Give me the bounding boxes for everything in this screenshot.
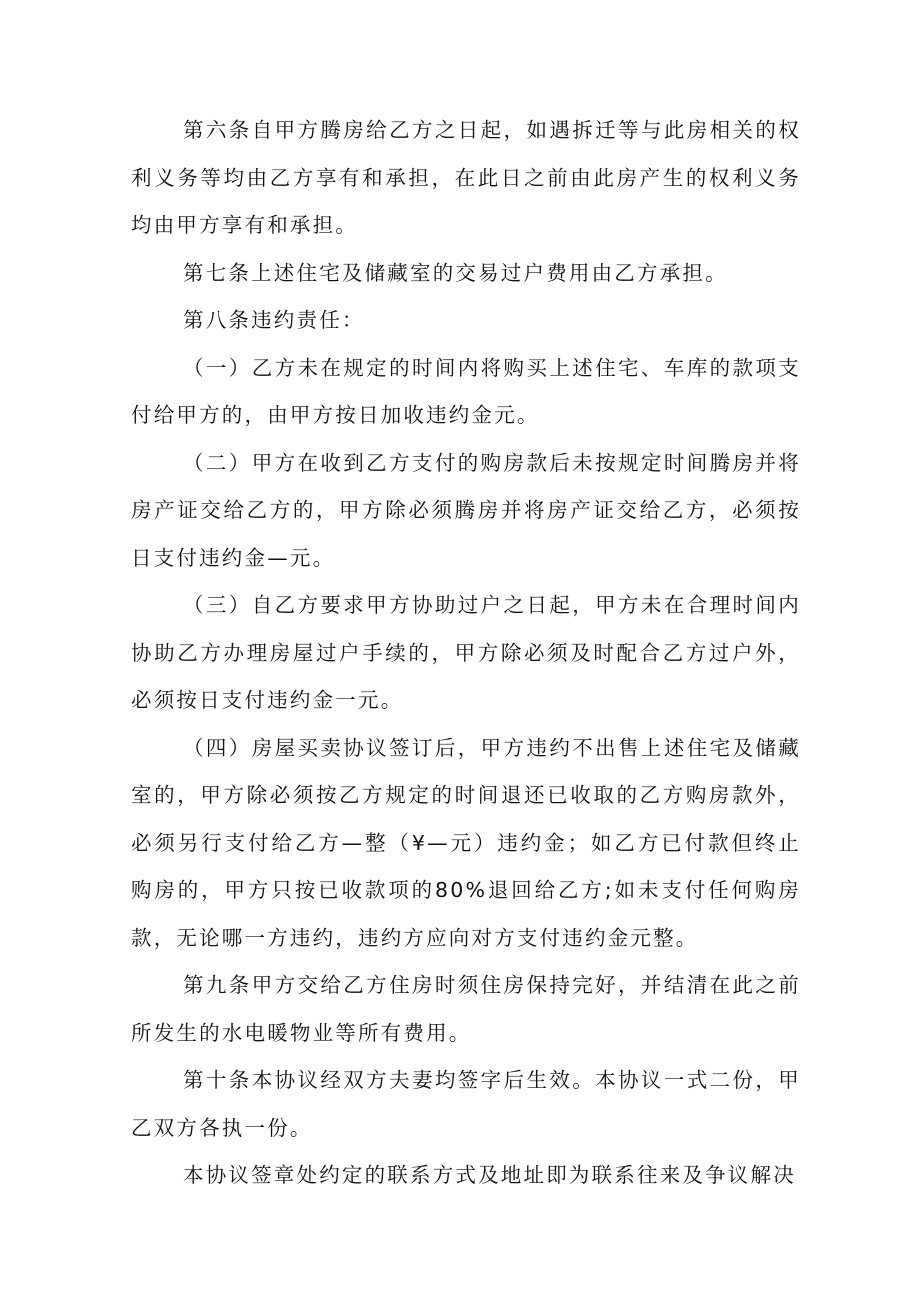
- clause-eight-item-2: （二）甲方在收到乙方支付的购房款后未按规定时间腾房并将房产证交给乙方的，甲方除必须腾房并将房产证交给乙方，必须按日支付违约金—元。: [131, 450, 801, 570]
- clause-eight-item-1: （一）乙方未在规定的时间内将购买上述住宅、车库的款项支付给甲方的，由甲方按日加收违约金元。: [131, 355, 801, 427]
- clause-seven: 第七条上述住宅及储藏室的交易过户费用由乙方承担。: [183, 260, 728, 285]
- clause-nine: 第九条甲方交给乙方住房时须住房保持完好，并结清在此之前所发生的水电暖物业等所有费用。: [131, 973, 801, 1045]
- clause-ten: 第十条本协议经双方夫妻均签字后生效。本协议一式二份，甲乙双方各执一份。: [131, 1068, 801, 1140]
- clause-eight-item-3: （三）自乙方要求甲方协助过户之日起，甲方未在合理时间内协助乙方办理房屋过户手续的，甲方除必须及时配合乙方过户外，必须按日支付违约金一元。: [131, 593, 801, 712]
- clause-six: 第六条自甲方腾房给乙方之日起，如遇拆迁等与此房相关的权利义务等均由乙方享有和承担，在此日之前由此房产生的权利义务均由甲方享有和承担。: [131, 118, 801, 237]
- document-body: [131, 107, 801, 1200]
- contact-clause: 本协议签章处约定的联系方式及地址即为联系往来及争议解决: [183, 1163, 796, 1187]
- clause-eight-item-4: （四）房屋买卖协议签订后，甲方违约不出售上述住宅及储藏室的，甲方除必须按乙方规定的时间退还已收取的乙方购房款外，必须另行支付给乙方—整（¥—元）违约金；如乙方已付款但终止购房的，甲方只按已收款项的80%退回给乙方;如未支付任何购房款，无论哪一方违约，违约方应向对方支付违约金元整。: [131, 735, 801, 950]
- clause-eight-heading: 第八条违约责任：: [183, 308, 365, 332]
